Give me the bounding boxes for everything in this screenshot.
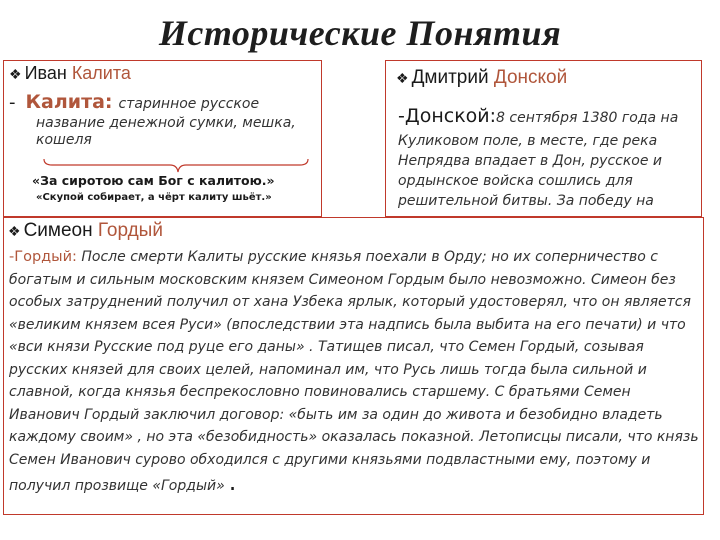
kalita-definition: название денежной сумки, мешка, кошеля (36, 115, 296, 148)
diamond-bullet-icon: ❖ (9, 66, 22, 82)
simeon-gordy-heading: ❖ Симеон Гордый (8, 220, 163, 241)
simeon-gordy-box (3, 217, 704, 515)
donskoy-accent: Донской (493, 67, 568, 88)
gordy-term: -Гордый: (9, 249, 77, 265)
dmitry-donskoy-box (385, 60, 702, 217)
gordy-text: -Гордый: После смерти Калиты русские князья поехали в Орду; но их соперничество с богатым и сильным московским князем Симеоном Гордым было невозможно. Симеон без особых затруднений получил от хана Узбека ярлык, который удостоверял, что он является «великим князем всея Руси» (впоследствии эта надпись была выбита на его печати) и что «вси князи Русские под руце его даны» . Татищев писал, что Семен Гордый, созывая русских князей для своих целей, напоминал им, что Русь лишь тогда была сильной и славной, когда князья беспрекословно повиновались старшему. С братьями Семен Иванович Гордый заключил договор: «быть им за один до живота и безобидно владеть каждому своим» , но эта «безобидность» оказалась показной. Летописцы писали, что князь Семен Иванович сурово обходился с другими князьями подвластными ему, поэтому и получил прозвище «Гордый» . (9, 249, 699, 496)
gordy-accent: Гордый (97, 220, 163, 241)
page-title: Исторические Понятия (158, 13, 562, 53)
proverb-1: «За сиротою сам Бог с калитою.» (32, 173, 275, 188)
kalita-term: Калита: (25, 91, 113, 113)
kalita-accent: Калита (71, 63, 131, 83)
ivan-kalita-box (3, 60, 322, 217)
ivan-kalita-heading: ❖ Иван Калита (9, 63, 131, 83)
diamond-bullet-icon: ❖ (396, 70, 409, 86)
dmitry-donskoy-heading: ❖ Дмитрий Донской (396, 67, 568, 88)
donskoy-term-line: -Донской:8 сентября 1380 года на (398, 105, 679, 127)
donskoy-text: Куликовом поле, в месте, где река Непрядва впадает в Дон, русское и ордынское войска сошлись для решительной битвы. За победу на (398, 133, 663, 209)
kalita-term-line: - Калита: старинное русское (9, 91, 260, 113)
donskoy-term: -Донской: (398, 105, 497, 127)
proverb-2: «Скупой собирает, а чёрт калиту шьёт.» (36, 192, 272, 203)
diamond-bullet-icon: ❖ (8, 223, 21, 239)
